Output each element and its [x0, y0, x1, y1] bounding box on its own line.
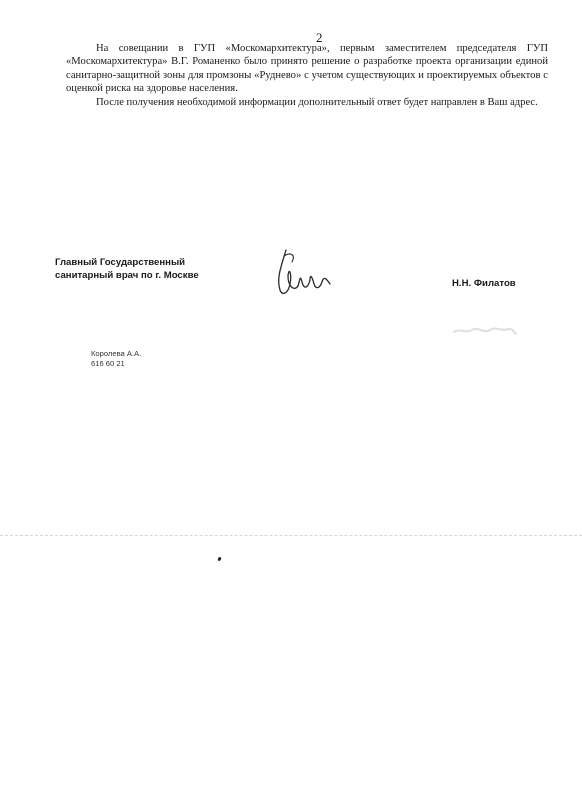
executor-info [91, 349, 141, 369]
scan-speck [217, 557, 222, 562]
faint-stamp-mark [450, 318, 520, 342]
body-paragraph-1: На совещании в ГУП «Москомархитектура», первым заместителем председателя ГУП «Москомархитектура» В.Г. Романенко было принято решение о разработке проекта организации единой санитарно-защитной зоны для промзоны «Руднево» с учетом существующих и проектируемых объектов с оценкой риска на здоровье населения. [66, 43, 548, 95]
executor-name: Королева А.А. [91, 349, 142, 358]
handwritten-signature [272, 246, 334, 300]
scan-artifact-line [0, 535, 582, 537]
signer-title-line-2: санитарный врач по г. Москве [55, 270, 199, 281]
letter-body [66, 42, 548, 109]
signer-title [55, 256, 199, 282]
signer-title-line-1: Главный Государственный [55, 257, 186, 268]
executor-phone: 616 60 21 [91, 359, 125, 368]
body-paragraph-2: После получения необходимой информации дополнительный ответ будет направлен в Ваш адрес. [96, 96, 538, 108]
page-number: 2 [316, 30, 323, 45]
signer-name: Н.Н. Филатов [452, 278, 516, 289]
